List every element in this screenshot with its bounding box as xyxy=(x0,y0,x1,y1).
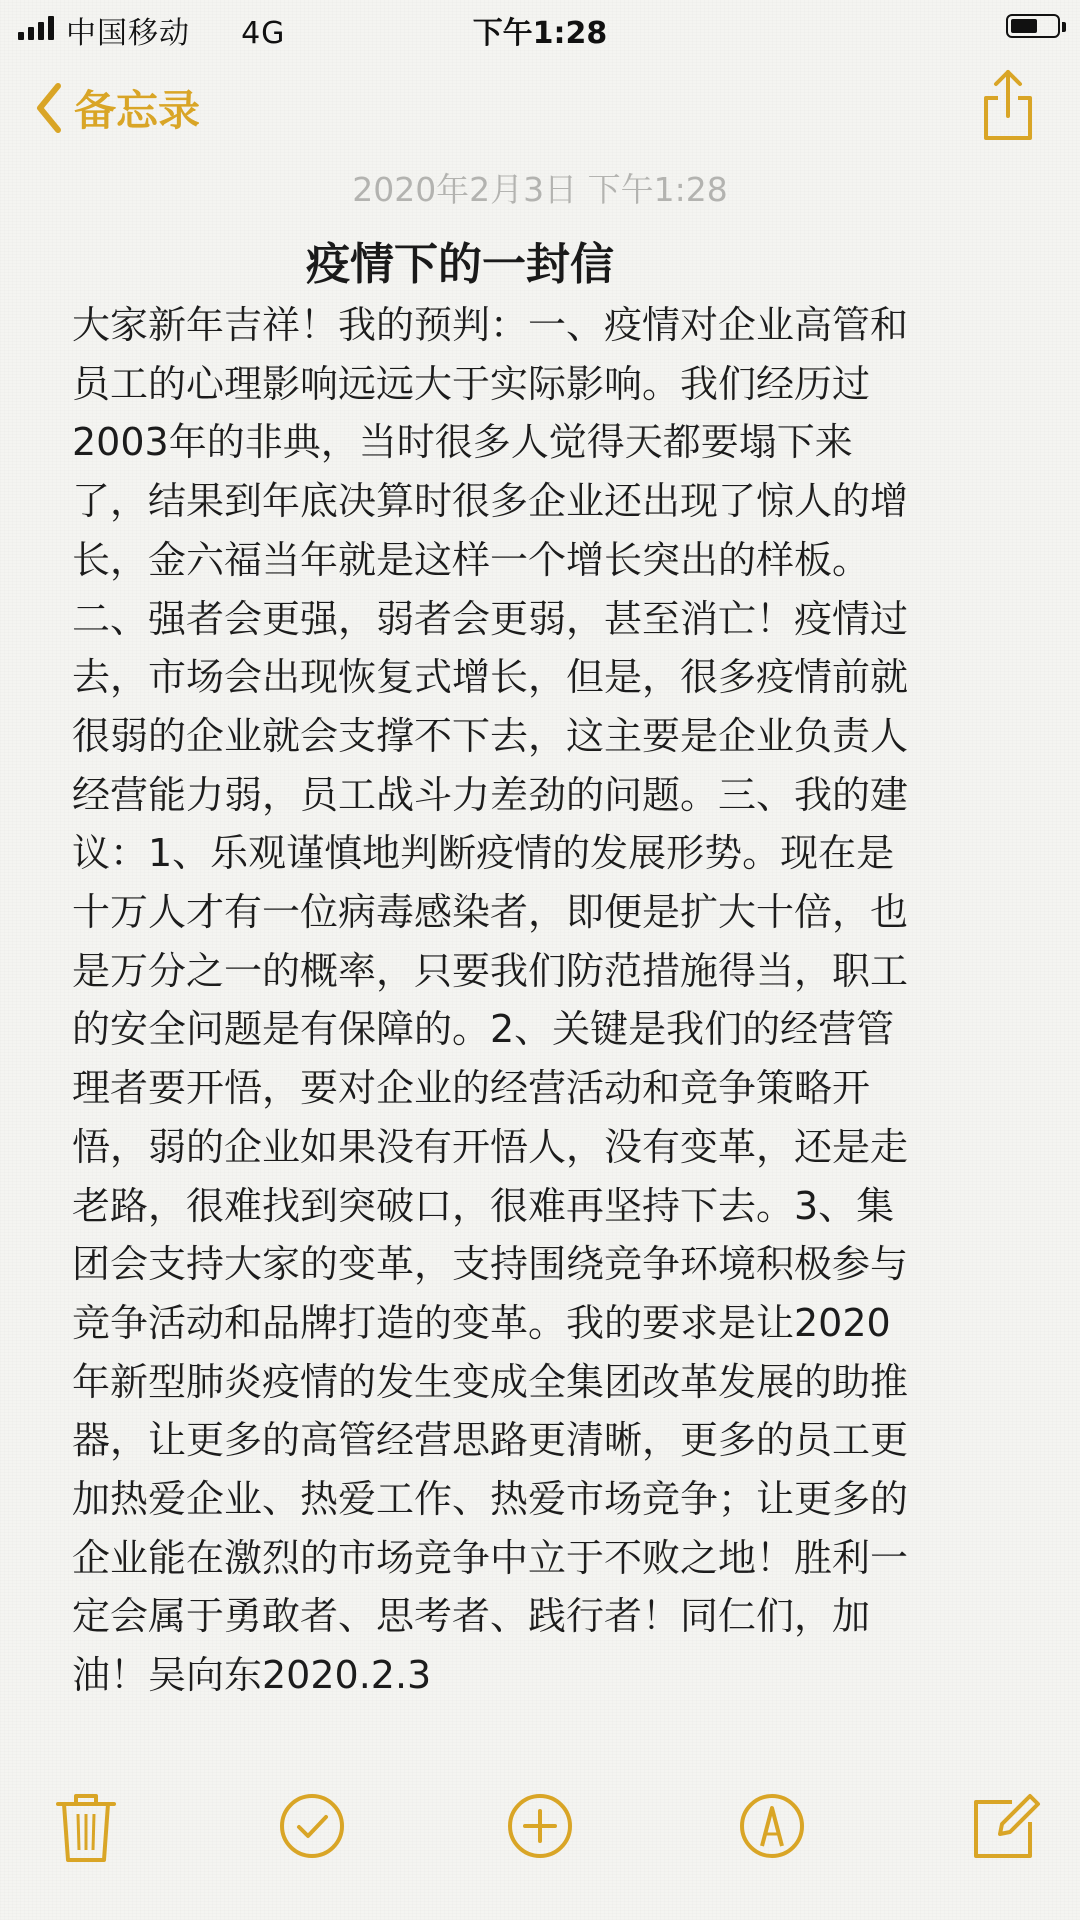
share-button[interactable] xyxy=(980,68,1036,144)
note-line: 了，结果到年底决算时很多企业还出现了惊人的增 xyxy=(72,479,909,524)
network-type: 4G xyxy=(241,16,286,51)
back-button[interactable] xyxy=(34,78,200,138)
bottom-toolbar xyxy=(0,1786,1080,1886)
checklist-icon xyxy=(272,1786,352,1866)
note-line: 大家新年吉祥！我的预判：一、疫情对企业高管和 xyxy=(72,303,909,347)
markup-button[interactable] xyxy=(732,1786,812,1866)
note-line: 很弱的企业就会支撑不下去，这主要是企业负责人 xyxy=(72,713,909,758)
carrier-name: 中国移动 xyxy=(66,16,190,51)
note-line: 长，金六福当年就是这样一个增长突出的样板。 xyxy=(72,537,871,582)
note-line: 的安全问题是有保障的。2、关键是我们的经营管 xyxy=(72,1007,895,1052)
note-body[interactable] xyxy=(72,296,1017,1705)
note-line: 二、强者会更强，弱者会更弱，甚至消亡！疫情过 xyxy=(72,596,909,641)
back-label: 备忘录 xyxy=(74,86,201,135)
note-line: 企业能在激烈的市场竞争中立于不败之地！胜利一 xyxy=(72,1535,909,1580)
share-icon xyxy=(980,68,1036,144)
note-line: 悟，弱的企业如果没有开悟人，没有变革，还是走 xyxy=(72,1124,909,1169)
add-button[interactable] xyxy=(500,1786,580,1866)
note-line: 老路，很难找到突破口，很难再坚持下去。3、集 xyxy=(72,1183,895,1228)
note-line: 经营能力弱，员工战斗力差劲的问题。三、我的建 xyxy=(72,772,909,817)
delete-button[interactable] xyxy=(46,1786,126,1866)
note-line: 员工的心理影响远远大于实际影响。我们经历过 xyxy=(72,361,871,406)
note-line: 定会属于勇敢者、思考者、践行者！同仁们，加 xyxy=(72,1594,871,1639)
note-date: 2020年2月3日 下午1:28 xyxy=(352,170,728,209)
note-line: 十万人才有一位病毒感染者，即便是扩大十倍，也 xyxy=(72,890,909,935)
battery-icon xyxy=(1006,14,1060,38)
status-time: 下午1:28 xyxy=(472,16,608,51)
compose-icon xyxy=(966,1786,1046,1866)
note-line: 团会支持大家的变革，支持围绕竞争环境积极参与 xyxy=(72,1242,909,1287)
note-line: 去，市场会出现恢复式增长，但是，很多疫情前就 xyxy=(72,655,909,700)
note-line: 2003年的非典，当时很多人觉得天都要塌下来 xyxy=(72,420,853,465)
note-line: 竞争活动和品牌打造的变革。我的要求是让2020 xyxy=(72,1300,891,1345)
note-line: 器，让更多的高管经营思路更清晰，更多的员工更 xyxy=(72,1418,909,1463)
note-title: 疫情下的一封信 xyxy=(306,239,614,290)
note-line: 理者要开悟，要对企业的经营活动和竞争策略开 xyxy=(72,1066,871,1111)
chevron-left-icon xyxy=(34,80,64,136)
note-line: 议：1、乐观谨慎地判断疫情的发展形势。现在是 xyxy=(72,831,895,876)
compose-button[interactable] xyxy=(966,1786,1046,1866)
note-line: 是万分之一的概率，只要我们防范措施得当，职工 xyxy=(72,948,909,993)
note-line: 年新型肺炎疫情的发生变成全集团改革发展的助推 xyxy=(72,1359,909,1404)
trash-icon xyxy=(46,1786,126,1866)
markup-icon xyxy=(732,1786,812,1866)
add-icon xyxy=(500,1786,580,1866)
checklist-button[interactable] xyxy=(272,1786,352,1866)
note-line: 加热爱企业、热爱工作、热爱市场竞争；让更多的 xyxy=(72,1477,909,1522)
note-line: 油！吴向东2020.2.3 xyxy=(72,1653,432,1698)
status-bar xyxy=(0,0,1080,56)
